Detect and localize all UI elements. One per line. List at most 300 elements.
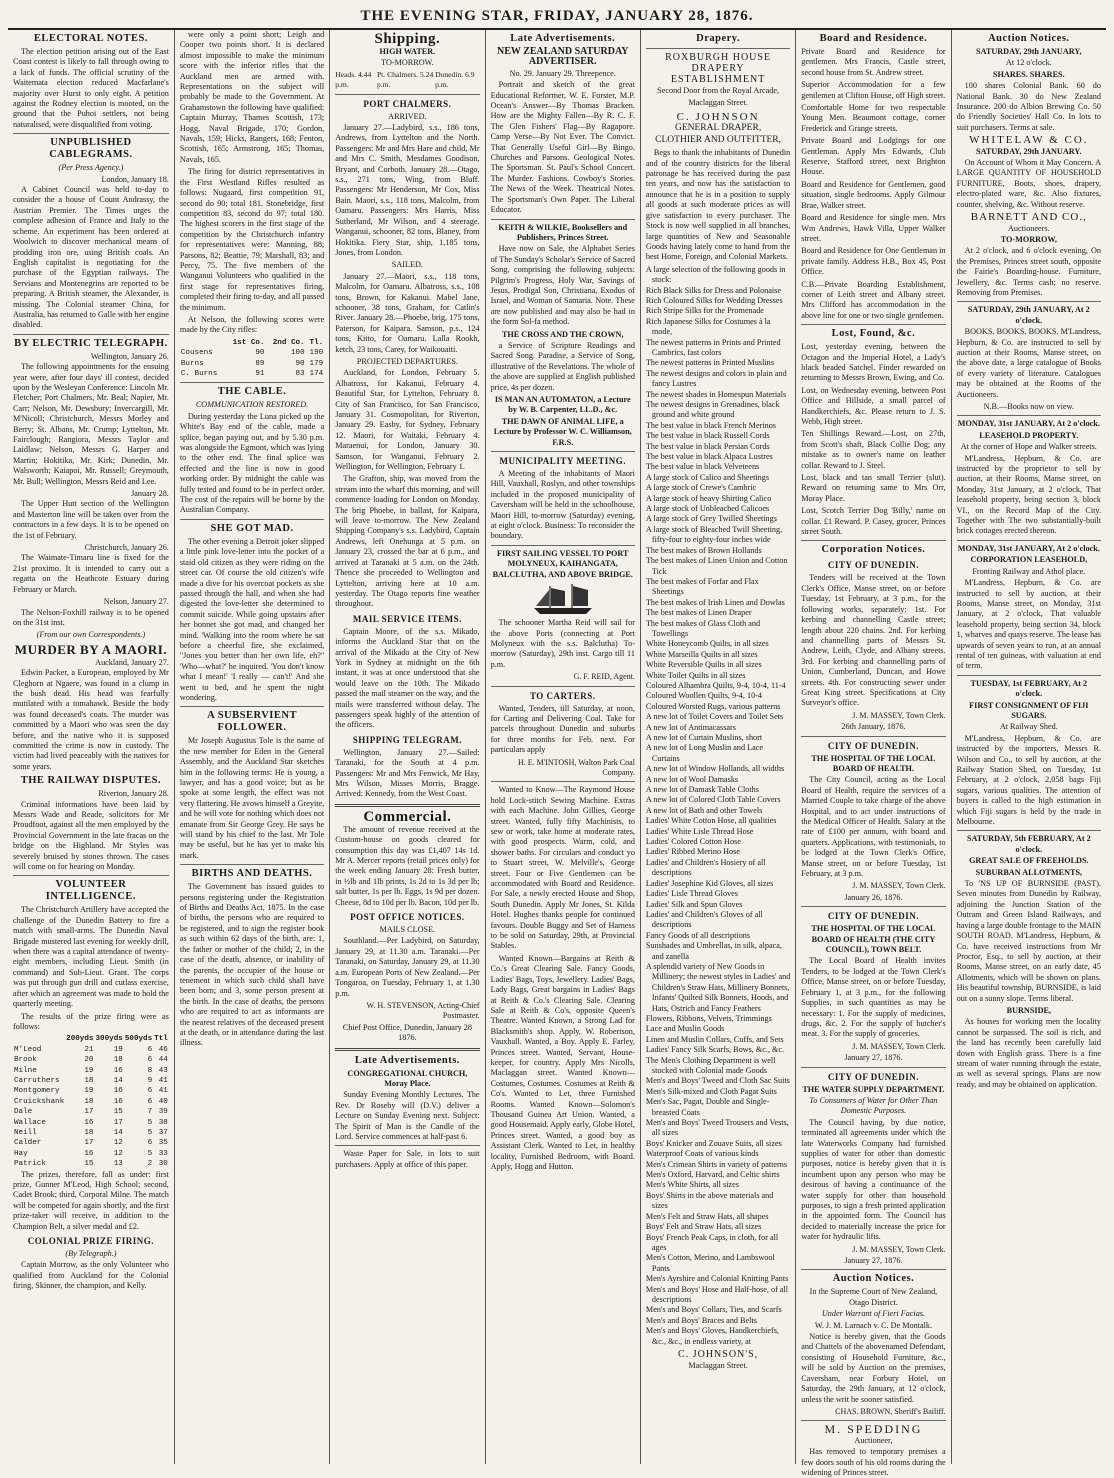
- telegraph-dateline-2: January 28.: [131, 489, 169, 499]
- spedding-name: M. SPEDDING: [824, 1422, 923, 1437]
- table-cell: 190: [309, 349, 324, 358]
- leasehold-location: At the corner of Hope and Walker streets.: [960, 442, 1097, 452]
- divider: [801, 1420, 945, 1421]
- carters-title: TO CARTERS.: [529, 690, 596, 701]
- divider: [180, 519, 324, 520]
- sailed-text: January 27.—Maori, s.s., 118 tons, Malcolm, for Oamaru. Albatross, s.s., 108 tons, Brown, for Kakanui. Mabel Jane, schooner, 38 tons, Graham, for Catlin's River. January 28.—Phoebe, brig, 175 tons, Paterson, for Kaipara. Samson, p.s., 124 tons, Kitto, for Oamaru. Lalla Rookh, ketch, 23 tons, Carey, for Waikouaiti.: [335, 271, 480, 354]
- divider: [335, 804, 479, 807]
- commercial-text: The amount of revenue received at the Custom-house on goods cleared for consumption this day was £1,407 14s 1d. Mr A. Mercer reports (retail prices only) for the week ending January 28: Fresh butter, in ½lb and 1lb prints, 1s 2d to 1s 3d per lb; salt butter, 1s per lb. Eggs, 1s 9d per dozen. Cheese, 8d to 10d per lb. Bacon, 10d per lb.: [335, 824, 480, 907]
- stock-list-item: A splendid variety of New Goods in Millinery; the newest styles in Ladies' and Children's Straw Hats, Millinery Bonnets, Infants' Quilted Silk Bonnets, Hoods, and Hats, Ostrich and Fancy Feathers: [645, 961, 791, 1013]
- table-cell: 17: [113, 1118, 123, 1127]
- stock-list-item: The best makes of Linen Union and Cotton Tick: [645, 556, 788, 576]
- lost-ad: Lost, yesterday evening, between the Octagon and the Imperial Hotel, a Lady's black beaded Satchel. Finder rewarded on returning to Messrs Brown, Ewing, and Co.: [801, 342, 946, 383]
- she-got-mad-text: The other evening a Detroit joker slipped a little pink love-letter into the pocket of a staid old citizen as they were riding on the street car. Of course the old citizen's wife made a dive for his overcoat pockets as she passed through the hall, and when she had digested the love-letter she determined to commit suicide. While going upstairs after her bonnet she got mad, and changed her mind. 'Walking into the room where he sat before a cheerful fire, she exclaimed, "Jones you better than her own life, eh?" 'Who—what?' he inquired. 'You don't know what I mean!' 'I really — can't!' And she went to bed, and he spent the night wondering.: [179, 536, 325, 702]
- table-cell: 35: [158, 1139, 168, 1148]
- stock-list-item: A large stock of Grey Twilled Sheetings: [645, 514, 777, 524]
- divider: [801, 1067, 945, 1068]
- books-note: N.B.—Books now on view.: [983, 402, 1075, 411]
- stock-list-item: Ladies' Ribbed Merino Hose: [645, 847, 740, 857]
- stock-list-item: A new lot of Long Muslin and Lace Curtains: [645, 743, 764, 763]
- johnson-name: C. JOHNSON: [676, 111, 760, 124]
- stock-list-item: Ladies' Colored Cotton Hose: [645, 837, 741, 847]
- stock-list-item: The newest patterns in Prints and Printed Cambrics, fast colors: [645, 337, 781, 357]
- stock-list-item: A large stock of Crewe's Cambric: [645, 483, 757, 493]
- stock-list-item: The best value in black Russell Cords: [645, 431, 770, 441]
- books-text: BOOKS. BOOKS. BOOKS. M'Landress, Hepburn, & Co. are instructed to sell by auction at their Rooms, Manse street, on the above date, a large catalogue of Books of every variety of literature. Catalogues may be obtained at the Rooms of the Auctioneers.: [956, 327, 1101, 399]
- cross-crown-text: a Service of Scripture Readings and Sacred Song. Paradise, a Service of Song, illustrative of the Revelations. The whole of the above are supplied at English published price, 4s per dozen.: [490, 340, 635, 392]
- table-cell: 6: [147, 1097, 153, 1106]
- heading-lost-found: Lost, Found, &c.: [831, 328, 916, 340]
- tender-text: Tenders will be received at the Town Clerk's Office, Manse street, on or before Tuesday, 1st February, at 3 p.m., for the following works, separately: 1st. For kerbing and channelling Castle street; length about 220 chains. 2nd. For kerbing and channelling parts of Messrs St. Andrew, Leith, Clyde, and Albany streets. 3rd. For kerbing and channelling parts of Union, Cumberland, Duncan, and Howe streets. 4th. For constructing sewer under Great King street. Specifications at City Surveyor's office.: [801, 573, 946, 708]
- board-ad: C.B.—Private Boarding Establishment, corner of Leith street and Albany street. Mrs Clifford has accommodation in the above line for one or two single gentlemen.: [801, 279, 946, 320]
- cable-subheading: COMMUNICATION RESTORED.: [195, 400, 309, 410]
- telegraph-dateline-3: Christchurch, January 26.: [84, 543, 169, 553]
- whitelaw-name: WHITELAW & CO.: [969, 134, 1089, 147]
- hospital2-date: January 27, 1876.: [844, 1053, 903, 1063]
- table-header-cell: 2nd Co.: [272, 338, 305, 347]
- stock-list-item: Coloured Woollen Quilts, 9-4, 10-4: [645, 691, 763, 701]
- table-cell: 174: [309, 370, 324, 378]
- table-header-cell: Ttl: [154, 1035, 168, 1044]
- divider: [957, 540, 1101, 541]
- stock-list-item: Rich Coloured Silks for Wedding Dresses: [645, 295, 783, 305]
- stock-list-item: Ladies' and Children's Gloves of all descriptions: [645, 909, 763, 930]
- sailing-vessel-text: The schooner Martha Reid will sail for the above Ports (connecting at Port Molyneux with the s.s. Balclutha) To-morrow (Saturday), 29th inst. Cargo till 11 p.m.: [490, 618, 635, 669]
- board-ad: Private Board and Residence for gentlemen. Mrs Francis, Castle street, second house from St. Andrew street.: [801, 47, 946, 77]
- table-cell: Brook: [14, 1056, 37, 1065]
- high-water-dunedin: Dunedin. 6.9 p.m.: [435, 69, 475, 90]
- table-cell: M'Leod: [14, 1045, 42, 1054]
- board-ad: Board and Residence for One Gentleman in private family. Address H.B., Box 45, Post Office.: [801, 246, 946, 277]
- fiji-location: At Railway Shed.: [999, 722, 1058, 732]
- stock-list-item: Coloured Worsted Rugs, various patterns: [645, 701, 781, 711]
- table-cell: 17: [84, 1108, 94, 1117]
- heading-railway-disputes: THE RAILWAY DISPUTES.: [20, 775, 162, 787]
- stock-list-item: Ladies' Lisle Thread Gloves: [645, 889, 738, 899]
- leasehold-text: M'Landress, Hepburn, & Co. are instructed by the proprietor to sell by auction, at their Rooms, Manse street, on Monday, 31st January, at 2 o'clock, That leasehold property, being section 3, block VI., on the Record Map of the City. Together with The two substantially-built brick cottages erected thereon.: [956, 453, 1101, 536]
- wanted-ads: Wanted to Know—The Raymond House hold Lock-stitch Sewing Machine. Extras with each Machine. John Gillies, George street. Wanted, fully fifty Machinists, to sew or work, take home at moderate rates, with good prospects. Warm, cold, and shower baths. For circulars and conduct yo to Stuart street, W. Melville's, George street. Four or Five Gentlemen can be accommodated with Board and Residence. For Sale, a newly erected House and Shop, South Dunedin. Apply Mr Jones, St. Kilda Hotel. Hughes thanks people for continued favours. Double Buggy and Set of Harness to be sold on Saturday, 29th, at Provincial Stables.: [490, 785, 635, 951]
- tuesday-date: TUESDAY, 1st FEBRUARY, At 2 o'clock.: [970, 678, 1088, 699]
- columns: [8, 30, 1106, 1477]
- colonial-text: Captain Morrow, as the only Volunteer who qualified from Auckland for the Colonial firing, Skinner, the champion, and Kelly.: [13, 1260, 169, 1291]
- city-dunedin-title: CITY OF DUNEDIN.: [827, 560, 919, 571]
- board-ad: Private Board and Lodgings for one Gentleman. Apply Mrs Edwards, Club Reserve, Stafford street, next Brighton House.: [801, 136, 946, 177]
- city-dunedin-title-2: CITY OF DUNEDIN.: [827, 740, 919, 751]
- board-ad: Superior Accommodation for a few gentlemen at Clifton House, off High street.: [801, 80, 946, 100]
- tomorrow-title: TO-MORROW,: [1000, 234, 1057, 244]
- table-row: [13, 1086, 169, 1096]
- heading-volunteer: VOLUNTEER INTELLIGENCE.: [45, 879, 137, 903]
- heading-shipping-telegram: SHIPPING TELEGRAM.: [352, 734, 463, 745]
- stock-list-item: Fancy Goods of all descriptions: [645, 930, 751, 940]
- divider: [13, 875, 169, 876]
- table-cell: Neill: [14, 1128, 37, 1137]
- stock-list-item: Boys' Knicker and Zouave Suits, all sizes: [645, 1138, 782, 1148]
- stock-list-item: Men's Silk-mixed and Cloth Pagat Suits: [645, 1086, 777, 1096]
- johnson-sign-name: C. JOHNSON'S,: [678, 1348, 759, 1360]
- table-cell: 15: [113, 1108, 123, 1117]
- stock-list-item: A new lot of Bath and other Towels: [645, 805, 763, 815]
- table-header-cell: Tl.: [309, 338, 324, 347]
- cablegrams-source: (Per Press Agency.): [58, 163, 124, 173]
- stock-list-item: Men's and Boys' Hose and Half-hose, of all descriptions: [645, 1284, 789, 1304]
- stock-list-item: Men's and Boys' Collars, Ties, and Scarfs: [645, 1305, 782, 1315]
- stock-list-item: The best makes of Forfar and Flax Sheetings: [645, 576, 759, 597]
- table-cell: 16: [113, 1087, 123, 1096]
- stock-list-item: The best makes of Linen Draper: [645, 608, 752, 618]
- table-cell: Carruthers: [14, 1076, 60, 1085]
- divider: [335, 94, 479, 95]
- stock-list-item: Men's and Boys' Gloves, Handkerchiefs, &c., &c., in endless variety, at: [645, 1326, 779, 1346]
- table-cell: 5: [147, 1128, 153, 1137]
- tender-date: 26th January, 1876.: [841, 722, 906, 732]
- stock-list-item: The best makes of Glass Cloth and Towellings: [645, 618, 761, 638]
- stock-list-item: A new lot of Antimacassars: [645, 722, 736, 732]
- prize-text: The prizes, therefore, fall as under: first prize, Gunner M'Leod, High School; second, Cadet Brook; third, Corporal Milne. The match will be competed for again shortly, and the first prize-taker will receive, in addition to the Champion Belt, a silver medal and £2.: [13, 1169, 169, 1231]
- telegraph-text-3: The Waimate-Timaru line is fixed for the 21st proximo. It is intended to carry out a regatta on the Heathcote Estuary during February or March.: [13, 553, 169, 594]
- table-row: [13, 1107, 169, 1117]
- table-cell: 83: [295, 370, 305, 378]
- stock-list-item: Men's and Boys' Braces and Belts: [645, 1315, 757, 1325]
- heading-murder: MURDER BY A MAORI.: [14, 641, 168, 657]
- saturday-advertiser-title: NEW ZEALAND SATURDAY ADVERTISER.: [496, 46, 629, 68]
- stock-list-item: White Reversible Quilts in all sizes: [645, 660, 762, 670]
- hospital-signature: J. M. MASSEY, Town Clerk.: [852, 881, 946, 891]
- table-cell: 6: [147, 1087, 153, 1096]
- railway-dateline: Riverton, January 28.: [98, 789, 169, 799]
- table-header-cell: [13, 1034, 65, 1044]
- lost-ads-list: [801, 342, 945, 537]
- table-cell: Burns: [180, 359, 204, 368]
- burnside-title: BURNSIDE,: [1006, 1005, 1051, 1015]
- table-cell: 40: [158, 1097, 168, 1106]
- stock-list-item: A new lot of Colored Cloth Table Covers: [645, 795, 781, 805]
- post-office-signature: W. H. STEVENSON, Acting-Chief Postmaster.: [366, 1000, 480, 1021]
- johnson-stock-list: [646, 265, 790, 1347]
- hospital2-title: THE HOSPITAL OF THE LOCAL BOARD OF HEALTH (THE CITY COUNCIL), TOWN BELT.: [811, 924, 936, 955]
- table-cell: 6: [147, 1045, 153, 1054]
- stock-list-item: A new lot of Curtain Muslins, short: [645, 733, 763, 742]
- carters-signature: H. E. M'INTOSH, Walton Park Coal Company.: [517, 757, 635, 777]
- water-subtitle: To Consumers of Water for Other Than Domestic Purposes.: [809, 1095, 938, 1116]
- heading-cablegrams: UNPUBLISHED CABLEGRAMS.: [49, 137, 133, 161]
- books-date: SATURDAY, 29th JANUARY, At 2 o'clock.: [967, 305, 1090, 325]
- sailing-vessel-title: FIRST SAILING VESSEL TO PORT MOLYNEUX, KAIHANGATA, BALCLUTHA, AND ABOVE BRIDGE.: [492, 548, 633, 579]
- stock-list-item: A new lot of Damask Table Cloths: [645, 785, 759, 795]
- table-cell: 30: [158, 1160, 168, 1169]
- stock-list-item: Sunshades and Umbrellas, in silk, alpaca, and zanella: [645, 941, 782, 961]
- table-row: [180, 369, 324, 379]
- column-7: [952, 30, 1106, 1464]
- sat-time: At 12 o'clock.: [1005, 58, 1052, 68]
- table-row: [13, 1066, 169, 1076]
- table-cell: 19: [84, 1066, 94, 1075]
- stock-list-item: The best value in black Alpaca Lustres: [645, 452, 773, 462]
- table-header-cell: 300yds: [95, 1035, 123, 1044]
- water-title: THE WATER SUPPLY DEPARTMENT.: [802, 1084, 945, 1094]
- feb5-date: SATURDAY, 5th FEBRUARY, At 2 o'clock.: [966, 834, 1091, 854]
- divider: [801, 540, 945, 541]
- heading-colonial-prize: COLONIAL PRIZE FIRING.: [27, 1236, 155, 1247]
- table-cell: 12: [113, 1139, 123, 1148]
- table-cell: 7: [147, 1108, 153, 1117]
- stock-list-item: Men's Sac, Pagat, Double and Single-breasted Coats: [645, 1097, 770, 1117]
- table-row: [13, 1055, 169, 1065]
- table-cell: Montgomery: [14, 1087, 60, 1096]
- heading-auction-notices: Auction Notices.: [832, 1273, 915, 1285]
- heading-late-ads: Late Advertisements.: [510, 33, 616, 44]
- projected-text: Auckland, for London, February 5. Albatross, for Kakanui, February 4. Beautiful Star, for Lyttelton, February 8. City of San Francisco, for San Francisco, January 31. Cosmopolitan, for Riverton, January 29. Easby, for Sydney, February 12. Maori, for Waitaki, February 4. Maraenui, for London, January 30. Samson, for Wanganui, February 2. Wellington, for Wellington, February 1.: [335, 368, 480, 472]
- column-3: [330, 30, 485, 1464]
- stock-list-item: Linen and Muslin Collars, Cuffs, and Sets: [645, 1034, 784, 1044]
- table-cell: Hay: [14, 1149, 28, 1158]
- stock-list-item: Lace and Muslin Goods: [645, 1024, 725, 1034]
- table-cell: 2: [147, 1160, 153, 1169]
- table-cell: 15: [84, 1160, 94, 1169]
- heading-she-got-mad: SHE GOT MAD.: [210, 522, 294, 534]
- stock-list-item: Ladies' White Cotton Hose, all qualities: [645, 816, 777, 826]
- saturday-advertiser-contents: Portrait and sketch of the great Educational Reformer, W. E. Forster, M.P. Ocean's Answer—By Thomas Bracken. How are the Mighty Fallen—By R. C. F. The Glen Fishers' Flag—By Ragapore. Camp Verse—By Not Ever. The Convict. That Generally Useful Girl—By Bingo. Churches and Parsons. Geological Notes. The Sportsman. St. Paul's School Concert. The Murder. Fashions. Cowboy's Stories. The News of the Week. Theatrical Notes. The Sportsman's Own Paper. The Liberal Educator.: [490, 80, 635, 215]
- monday2-date: MONDAY, 31st JANUARY, At 2 o'clock.: [957, 543, 1100, 553]
- table-row: [13, 1128, 169, 1138]
- nelson-scores-table: [180, 338, 324, 380]
- arrived-text: January 27.—Ladybird, s.s., 186 tons, Andrews, from Lyttelton and the North. Passengers: Mr and Mrs Hare and child, Mr and Mrs C. Smith, Mesdames Goodison, Bryant, and Corboth. January 28.—Otago, s.s., 271 tons, Wing, from Bluff. Passengers: Mr Henderson, Mr Cox, Miss Bain. Maori, s.s., 118 tons, Malcolm, from Oamaru. Passengers: Mrs Harris, Miss Sutherland, Mr Wilson, and 4 steerage. Wanganui, schooner, 82 tons, Blaney, from Hokitika. Fiery Star, ship, 1,185 tons, Jones, from London.: [335, 123, 480, 257]
- table-cell: 16: [113, 1097, 123, 1106]
- table-cell: 6: [147, 1056, 153, 1065]
- church-text: Sunday Evening Monthly Lectures. The Rev. Dr Roseby will (D.V.) deliver a Lecture on Sunday Evening next. Subject: The Spirit of Man is the Candle of the Lord. Service commences at half-past 6.: [335, 1090, 480, 1141]
- board-ad: Board and Residence for single men. Mrs Wm Andrews, Hawk Villa, Upper Walker street.: [801, 213, 946, 243]
- murder-dateline: Auckland, January 27.: [95, 657, 169, 667]
- heading-the-cable: THE CABLE.: [217, 386, 287, 398]
- board-ad: Comfortable Home for two respectable Young Men. Beaumont cottage, corner Frederick and Grange streets.: [801, 103, 946, 133]
- table-cell: 18: [84, 1128, 94, 1137]
- johnson-intro: Begs to thank the inhabitants of Dunedin and of the country districts for the liberal patronage he has received during the past ten years, and now has the satisfaction to announce that he is in a position to supply all goods at such moderate prices as will give satisfaction to every purchaser. The Stock is now well supplied in all branches, large quantities of New and Seasonable Goods having lately come to hand from the best Home, Foreign, and Colonial Markets.: [645, 148, 791, 262]
- table-cell: Dale: [14, 1108, 33, 1117]
- roxburgh-address-1: Second Door from the Royal Arcade,: [657, 86, 780, 96]
- stock-list-item: Boys' French Peak Caps, in cloth, for all ages: [645, 1232, 779, 1252]
- high-water-title: HIGH WATER.: [379, 47, 436, 56]
- board-ads-list: [801, 47, 945, 321]
- telegraph-text-2: The Upper Hutt section of the Wellington and Masterton line will be taken over from the contractors in a few days. It is to be opened on the 1st of February.: [13, 499, 169, 540]
- waste-paper-ad: Waste Paper for Sale, in lots to suit purchasers. Apply at office of this paper.: [335, 1149, 480, 1169]
- stock-list-item: A large stock of Bleached Twill Sheeting, fifty-four to eighty-four inches wide: [645, 524, 783, 545]
- automaton-title: IS MAN AN AUTOMATON, a Lecture by W. B. Carpenter, LL.D., &c.: [494, 395, 631, 415]
- table-cell: 41: [158, 1076, 168, 1085]
- table-cell: Milne: [14, 1066, 37, 1075]
- table-cell: 43: [158, 1066, 168, 1075]
- stock-list-item: Ladies' White Lisle Thread Hose: [645, 826, 754, 836]
- corp-leasehold-location: Fronting Railway and Athol place.: [972, 566, 1086, 576]
- divider: [180, 864, 324, 865]
- table-cell: 39: [158, 1108, 168, 1117]
- column-2: [175, 30, 330, 1464]
- municipality-title: MUNICIPALITY MEETING.: [499, 456, 626, 467]
- table-cell: 8: [147, 1066, 153, 1075]
- divider: [957, 415, 1101, 416]
- johnson-sign-street: Maclaggan Street.: [688, 1361, 748, 1371]
- roxburgh-address-2: Maclaggan Street.: [688, 97, 748, 107]
- court-parties: W. J. M. Larnach v. C. De Montalk.: [814, 1320, 933, 1330]
- stock-list-item: The Men's Clothing Department is well stocked with Colonial made Goods: [645, 1055, 776, 1075]
- table-row: [13, 1149, 169, 1159]
- stock-list-item: A large stock of Unbleached Calicoes: [645, 504, 770, 514]
- johnson-trade-1: GENERAL DRAPER,: [674, 123, 762, 134]
- fiji-title: FIRST CONSIGNMENT OF FIJI SUGARS.: [969, 700, 1089, 720]
- table-row: [180, 348, 324, 358]
- tomorrow-text: At 2 o'clock, and 6 o'clock evening, On the Premises, Princes street south, opposite the Fairie's Boarding-house. Furniture, Jewellery, &c. Terms cash; no reserve. Removing from Premises.: [956, 246, 1101, 297]
- court-text: Notice is hereby given, that the Goods and Chattels of the abovenamed Defendant, consisting of Household Furniture, &c., will be sold by Auction on the premises, Caversham, near Forbury Hotel, on Saturday, the 29th January, at 12 o'clock, unless the writ be sooner satisfied.: [801, 1332, 946, 1404]
- court-title: In the Supreme Court of New Zealand, Otago District.: [809, 1287, 938, 1307]
- heading-subservient-follower: A SUBSERVIENT FOLLOWER.: [207, 710, 297, 734]
- city-dunedin-title-3: CITY OF DUNEDIN.: [827, 911, 919, 922]
- divider: [13, 334, 169, 335]
- column-5: [641, 30, 796, 1464]
- table-cell: Patrick: [14, 1160, 46, 1169]
- follower-text: Mr Joseph Augustus Tole is the name of the new member for Eden in the General Assembly, and the Auckland Star sketches him in the following terms: He is young, a lawyer, and has a good voice; but as he spoke at some length, the effect was not very flattering. He avows himself a Greyite, and he will vote for nothing which does not emanate from Sir George Grey. He says he will stand by his chief to the last. Mr Tole may be useful, but he has yet to make his mark.: [179, 736, 325, 860]
- scores-caption: The results of the prize firing were as follows:: [13, 1011, 169, 1031]
- stock-list-item: A large stock of heavy Shirting Calico: [645, 493, 772, 503]
- table-cell: 19: [113, 1045, 123, 1054]
- stock-list-item: Flowers, Ribbons, Velvets, Trimmings: [645, 1013, 772, 1023]
- whitelaw-title: SATURDAY, 29th JANUARY.: [976, 146, 1082, 156]
- high-water-heads: Heads. 4.44 p.m.: [335, 69, 372, 90]
- keith-wilkie-title: KEITH & WILKIE, Booksellers and Publishers, Princes Street.: [498, 222, 628, 242]
- stock-list-item: Ladies' Silk and Spun Gloves: [645, 899, 743, 909]
- high-water-times: [335, 70, 479, 91]
- stock-list-item: A large stock of Calico and Sheetings: [645, 472, 770, 482]
- wanganui-text: The firing for district representatives in the First Westland Rifles resulted as follows: Nugaard, first competition 91, second do 90; total 181. Stonebridge, first competition 83, second do 97; total 180. The highest scorers in the first stage of the competition by the Christchurch infantry for representatives were: Manning, 88; Parsons, 82; Beattie, 79; Marshall, 83; and Percy, 75. The five members of the Wanganui Volunteers who qualified in the first stage for representatives firing, completed their firing to-day, and all passed the minimum.: [179, 167, 325, 312]
- divider: [801, 324, 945, 325]
- heading-electric-telegraph: BY ELECTRIC TELEGRAPH.: [14, 337, 168, 349]
- table-row: [13, 1159, 169, 1169]
- stock-list-item: Men's and Boys' Tweed and Cloth Sac Suits: [645, 1076, 790, 1086]
- heading-drapery: Drapery.: [696, 33, 741, 44]
- suburban-title: SUBURBAN ALLOTMENTS,: [975, 867, 1083, 877]
- stock-list-item: Ladies' Josephine Kid Gloves, all sizes: [645, 878, 774, 888]
- electoral-notes-text: The election petition arising out of the East Coast contest is likely to fall through owing to a lack of funds. The official scrutiny of the Waitemata election reduced Macfarlane's majority over Hurst to only eight. A petition against the Rodney election is mooted, on the ground that the Puhoi settlers, not being naturalised, were disqualified from voting.: [13, 47, 169, 129]
- tender-signature: J. M. MASSEY, Town Clerk.: [852, 710, 946, 720]
- shipping-news-text: The Grafton, ship, was moved from the stream into the wharf this morning, and will commence loading for London on Monday. The brig Phoebe, in ballast, for Kaipara, will leave to-morrow. The New Zealand Shipping Company's s.s. Ladybird, Captain Andrews, left Onehunga at 5 p.m. on January 23, crossed the bar at 6 p.m., and arrived at Taranaki at 5 a.m. on the 24th. Thence she proceeded to Wellington and Lyttelton, arriving here at 10 a.m. yesterday. The Otago reports fine weather throughout.: [335, 474, 480, 609]
- railway-text: Criminal informations have been laid by Messrs Wade and Reade, solicitors for Mr Proudfoot, against all the men employed by the Provincial Government in the late fracas on the bridge on the Highland. Mr Styles was severely bruised by stones thrown. The cases will come on for hearing on Monday.: [13, 799, 169, 872]
- table-cell: Calder: [14, 1139, 42, 1148]
- divider: [13, 133, 169, 134]
- lost-ad: Lost, on Wednesday evening, between Post Office and Hillside, a small parcel of Handkerchiefs, &c. Please return to J. S. Webb, High street.: [801, 385, 946, 426]
- table-cell: 90: [255, 349, 265, 358]
- barnett-name: BARNETT AND CO.,: [970, 211, 1087, 224]
- church-title: CONGREGATIONAL CHURCH, Moray Place.: [347, 1068, 468, 1088]
- high-water-port: Pt. Chalmers. 5.24 p.m.: [376, 69, 434, 90]
- table-header-cell: 500yds: [124, 1035, 153, 1044]
- table-row: [13, 1138, 169, 1148]
- stock-list-item: The best value in black Persian Cords: [645, 441, 770, 451]
- corp-leasehold-text: M'Landress, Hepburn, & Co. are instructed to sell by auction, at their Rooms, Manse street, on Monday, 31st January, at 2 o'clock, That valuable leasehold property, being section 34, block 1, wharves and quays reserve. The lease has upwards of seven years to run, at an annual rental of ten guineas, with valuation at end of term.: [956, 578, 1101, 671]
- mail-service-text: Captain Moore, of the s.s. Mikado, informs the Auckland Star that on the arrival of the Mikado at the City of New York in Sydney at midnight on the 6th instant, it was at once understood that she would leave on the 10th. The Mikado passed the mail steamer on the way, and the mails were transferred without delay. The passengers speak highly of the attention of the officers.: [335, 626, 480, 730]
- hospital-date: January 26, 1876.: [844, 892, 903, 902]
- nelson-header-row: [180, 338, 324, 348]
- lost-ad: Lost, black and tan small Terrier (slut). Reward on returning same to Mrs Orr, Moray Place.: [801, 473, 946, 503]
- water-date: January 27, 1876.: [844, 1256, 903, 1266]
- suburban-text: To 'NS UP OF BURNSIDE (PAST). Seven minutes from Dunedin by Railway, adjoining the Junction Station of the Outram and Green Island Railways, and having a large double frontage to the MAIN SOUTH ROAD. M'Landress, Hepburn, & Co. have received instructions from Mr Proctor, Esq., to sell by auction, at their Rooms, Manse street, on an early date, 45 Allotments, which will be shown on plans. His beautiful township, BURNSIDE, is laid out on a sunny slope. Terms liberal.: [956, 879, 1101, 1003]
- telegraph-dateline: Wellington, January 26.: [90, 351, 169, 361]
- table-cell: 12: [113, 1149, 123, 1158]
- high-water-sub: TO-MORROW.: [381, 58, 434, 68]
- spedding-trade: Auctioneer,: [854, 1435, 893, 1445]
- table-row: [180, 359, 324, 369]
- table-cell: 6: [147, 1139, 153, 1148]
- column-4: [486, 30, 641, 1464]
- heading-electoral-notes: ELECTORAL NOTES.: [33, 33, 148, 44]
- heading-post-office: POST OFFICE NOTICES.: [350, 912, 465, 923]
- table-cell: 179: [309, 359, 324, 368]
- post-office-text: Southland.—Per Ladybird, on Saturday, January 29, at 11.30 a.m. Taranaki.—Per Taranaki, on Saturday, January 29, at 11.30 a.m. European Ports of New Zealand.—Per Tongaroa, on Tuesday, February 1, at 1.30 p.m.: [335, 936, 480, 998]
- carters-text: Wanted, Tenders, till Saturday, at noon, for Carting and Delivering Coal. Take for parcels throughout Dunedin and suburbs for three months for Feb. next. For particulars apply: [490, 703, 635, 755]
- table-cell: 38: [158, 1118, 168, 1127]
- stock-list-item: Rich Japanese Silks for Costumes à la mode,: [645, 316, 771, 337]
- stock-list-item: The best makes of Irish Linen and Dowlas: [645, 597, 785, 607]
- court-signature: CHAS. BROWN, Sheriff's Bailiff.: [835, 1406, 946, 1416]
- wanted-ads-2: Wanted Known—Bargains at Reith & Co.'s Great Clearing Sale. Fancy Goods, Ladies' Bags, Toys, Jewellery. Ladies' Bags, Lady Bags, Great bargains in Ladies' Bags at Reith & Co.'s Clearing Sale. Clearing Sale at Reith & Co's, opposite Queen's Theatre. Wanted Known, a Strong Lad for Blacksmith's shop. Apply, W. Robertson, Vauxhall. Wanted, a Boy. Apply E. Farley, Princes street. Wanted, Servant, House-keeper, for country. Apply Mrs Nicolls, Maclaggan street. Wanted Known—Costumes, Costumes. Costumes at Reith & Co's. Wanted to Let, three Furnished Rooms. Wanted Known—Solomon's Thousand Guinea Art Union. Wanted, a good Housemaid. Apply early, Globe Hotel, Princes street. Wanted, a good boy as Assistant Clerk. Wanted to Let, in healthy locality, Furnished Bedroom, with Board. Apply, Hogg and Hutton.: [490, 953, 635, 1171]
- births-deaths-text: The Government has issued guides to persons registering under the Registration of Births and Deaths Act, 1875. In the case of births, the persons who are required to be registered, and to sign the register book as such within 62 days of the birth, are: 1, the father or mother of the child; 2, in the case of the death, absence, or inability of the parents, the occupier of the house or tenement in which such child shall have been born; and 3, some person present at the birth. In the case of deaths, the persons who are required to act as informants are the nearest relatives of the deceased present at the death, or in attendance during the last illness.: [179, 882, 325, 1048]
- table-cell: 13: [113, 1160, 123, 1169]
- whitelaw-text: On Account of Whom it May Concern. A LARGE QUANTITY OF HOUSEHOLD FURNITURE, Boots, shoes, drapery, electro-plated ware, &c. Also fixtures, counter, shelving, &c. Without reserve.: [956, 158, 1101, 209]
- stock-list-item: Waterproof Coats of various kinds: [645, 1149, 759, 1159]
- table-cell: 33: [158, 1149, 168, 1158]
- divider: [180, 706, 324, 707]
- heading-board-residence: Board and Residence.: [819, 33, 928, 44]
- stock-list-item: The newest shades in Homespun Materials: [645, 389, 787, 399]
- johnson-trade-2: CLOTHIER AND OUTFITTER,: [655, 134, 782, 145]
- stock-list-item: White Toilet Quilts in all sizes: [645, 670, 746, 680]
- table-row: [13, 1097, 169, 1107]
- table-cell: 18: [84, 1076, 94, 1085]
- divider: [180, 382, 324, 383]
- table-cell: 14: [113, 1076, 123, 1085]
- stock-list-item: The newest designs and colors in plain and fancy Lustres: [645, 368, 787, 389]
- projected-label: PROJECTED DEPARTURES.: [356, 356, 458, 366]
- table-cell: 5: [147, 1118, 153, 1127]
- divider: [957, 830, 1101, 831]
- table-row: [13, 1045, 169, 1055]
- stock-list-item: The newest designs in Grenadines, black ground and white ground: [645, 400, 780, 420]
- leasehold-title: LEASEHOLD PROPERTY.: [979, 430, 1079, 440]
- telegraph-text-4: The Nelson-Foxhill railway is to be opened on the 31st inst.: [13, 607, 169, 627]
- column-1: [8, 30, 175, 1464]
- stock-list-item: White Marseilla Quilts in all sizes: [645, 649, 758, 659]
- divider: [801, 736, 945, 737]
- stock-list-item: Rich Stripe Silks for the Promenade: [645, 306, 764, 316]
- table-cell: 16: [84, 1118, 94, 1127]
- spedding-text: Has removed to temporary premises a few doors south of his old rooms during the widening of Princes street.: [801, 1447, 946, 1477]
- scores-body: [13, 1045, 169, 1170]
- stock-list-item: Men's Cotton, Merino, and Lambswool Pants: [645, 1253, 775, 1273]
- municipality-text: A Meeting of the inhabitants of Maori Hill, Vauxhall, Roslyn, and other townships included in the proposed municipality of Caversham will be held in the schoolhouse, Maori Hill, to-morrow (Saturday) evening, at eight o'clock. Business: To reconsider the boundary.: [490, 469, 635, 541]
- monday-date: MONDAY, 31st JANUARY, At 2 o'clock.: [957, 419, 1100, 429]
- stock-list-item: Men's White Shirts, all sizes: [645, 1180, 739, 1190]
- murder-text: Edwin Packer, a European, employed by Mr Cleghorn at Ngaere, was found in a clump in the bush dead. His head was fearfully mutilated with a tomahawk. Beside the body was found deceased's coats. The murder was committed by a Maori who was seen the day before, and the native who it is supposed committed the crime is now in custody. The victim had lived peaceably with the natives for some years.: [13, 668, 169, 771]
- stock-list-item: Boys' Shirts in the above materials and sizes: [645, 1190, 774, 1211]
- stock-list-item: The best makes of Brown Hollands: [645, 545, 762, 555]
- cable-text: During yesterday the Luna picked up the White's Bay end of the cable, made a splice, began paying out, and by 5.30 p.m. was alongside the Egmont, which was lying to the other end. The final splice was effected and the line is now in good working order. By midnight the cable was fully tested and found to be in perfect order. The cost of the repairs will be borne by the Australian Company.: [179, 411, 325, 515]
- nelson-caption: At Nelson, the following scores were made by the City rifles:: [179, 314, 325, 335]
- stock-list-item: Men's and Boys' Tweed Trousers and Vests, all sizes: [645, 1118, 789, 1138]
- post-office-date: Chief Post Office, Dunedin, January 28 1876.: [342, 1022, 472, 1043]
- heading-port-chalmers: PORT CHALMERS.: [363, 98, 452, 109]
- heading-late-advertisements: Late Advertisements.: [354, 1054, 460, 1066]
- table-cell: 9: [147, 1076, 153, 1085]
- barnett-sub: Auctioneers.: [1008, 223, 1050, 233]
- table-cell: 18: [84, 1097, 94, 1106]
- lost-ad: Lost, Scotch Terrier Dog 'Billy,' name on collar. £1 Reward. P. Casey, grocer, Princes street South.: [801, 506, 946, 537]
